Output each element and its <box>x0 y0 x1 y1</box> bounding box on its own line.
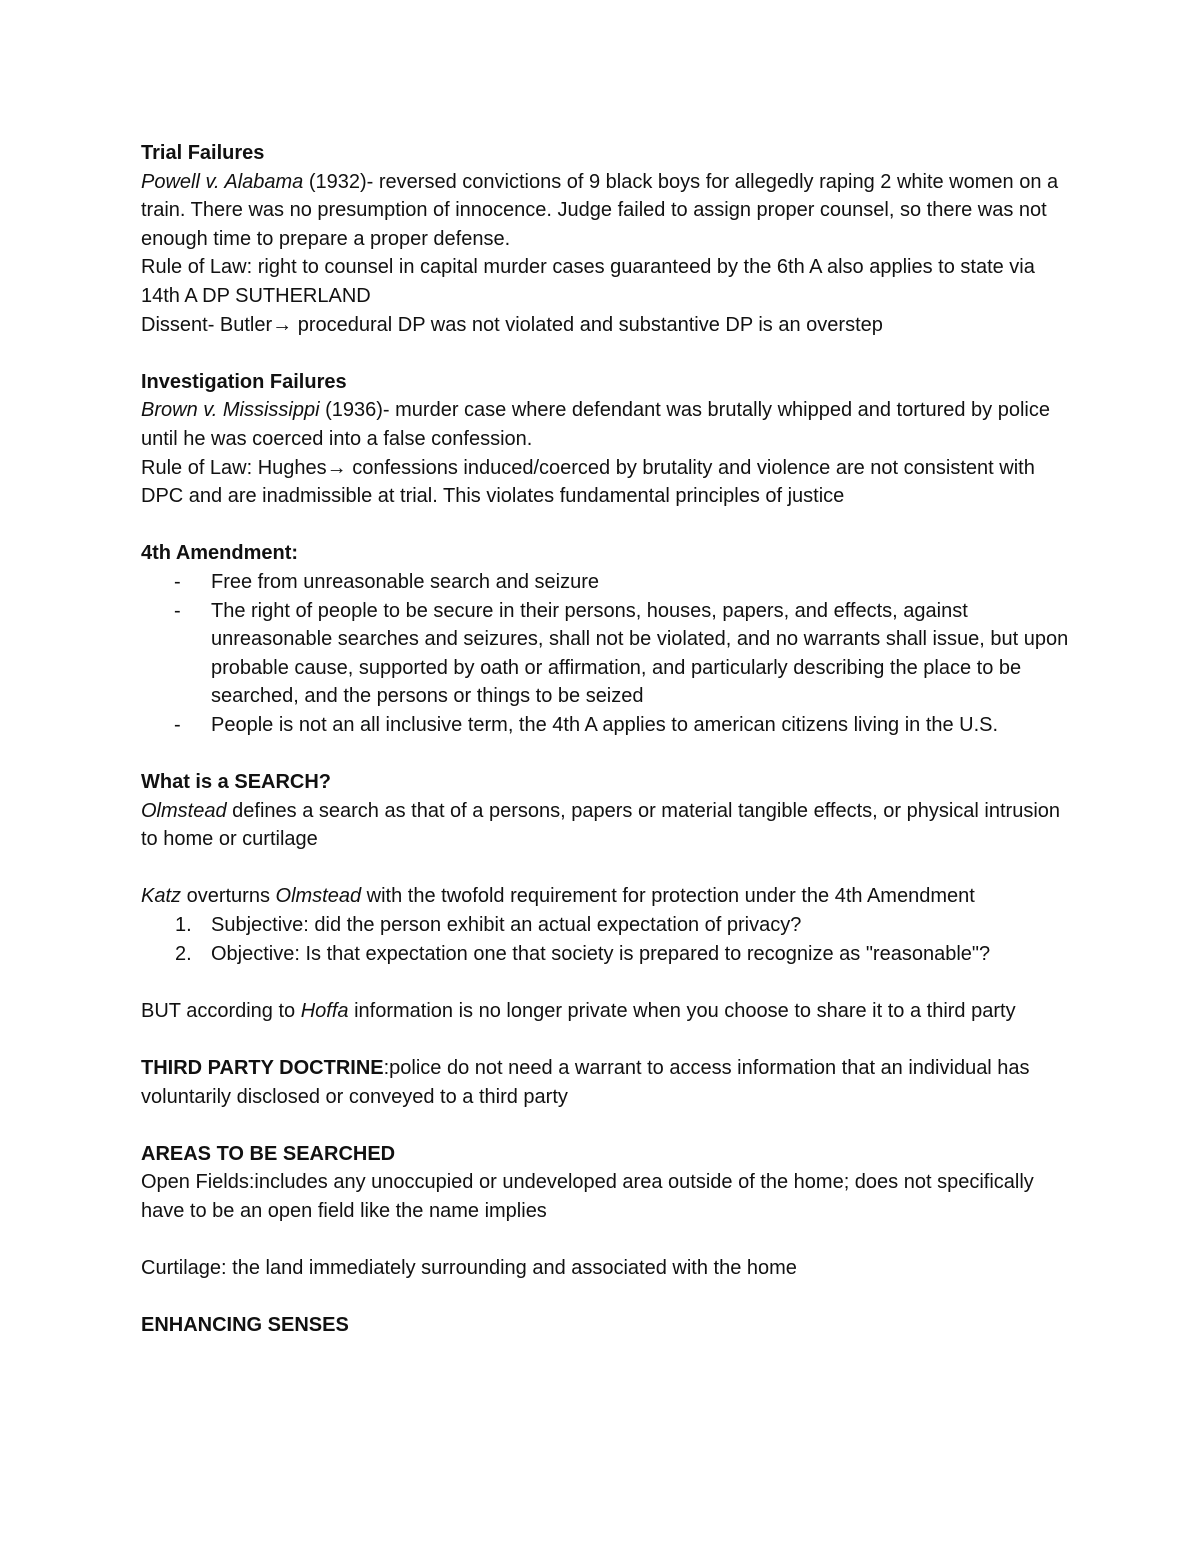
case-name-olmstead: Olmstead <box>275 885 362 908</box>
heading-what-is-a-search: What is a SEARCH? <box>141 771 332 794</box>
open-fields-paragraph: Open Fields:includes any unoccupied or undeveloped area outside of the home; does not specifically have to be an open field like the name implies <box>141 1171 1034 1222</box>
hoffa-paragraph: BUT according to Hoffa information is no longer private when you choose to share it to a third party <box>141 999 1016 1022</box>
list-item: - The right of people to be secure in their persons, houses, papers, and effects, against unreasonable searches and seizures, shall not be violated, and no warrants shall issue, but upon probable cause, supported by oath or affirmation, and particularly describing the place to be searched, and the persons or things to be seized <box>141 597 1076 711</box>
dash-bullet: - <box>174 570 181 593</box>
third-party-doctrine-term: THIRD PARTY DOCTRINE <box>141 1057 384 1079</box>
heading-4th-amendment: 4th Amendment: <box>141 542 299 565</box>
list-item: 1. Subjective: did the person exhibit an actual expectation of privacy? <box>141 911 1076 940</box>
list-item: - People is not an all inclusive term, the 4th A applies to american citizens living in the U.S. <box>141 711 1076 740</box>
dash-bullet: - <box>174 713 181 736</box>
case-name-olmstead: Olmstead <box>141 799 227 822</box>
list-item: - Free from unreasonable search and seizure <box>141 568 1076 597</box>
katz-paragraph: Katz overturns Olmstead with the twofold requirement for protection under the 4th Amendment <box>141 885 975 908</box>
powell-rule-of-law: Rule of Law: right to counsel in capital murder cases guaranteed by the 6th A also applies to state via 14th A DP SUTHERLAND <box>141 256 1035 307</box>
olmstead-paragraph: Olmstead defines a search as that of a persons, papers or material tangible effects, or physical intrusion to home or curtilage <box>141 799 1061 851</box>
brown-paragraph <box>141 396 1076 453</box>
dash-bullet: - <box>174 599 181 622</box>
heading-investigation-failures: Investigation Failures <box>141 370 347 393</box>
heading-trial-failures: Trial Failures <box>141 142 265 164</box>
heading-enhancing-senses: ENHANCING SENSES <box>141 1314 349 1337</box>
brown-rule-of-law: Rule of Law: Hughes→ confessions induced/coerced by brutality and violence are not consistent with DPC and are inadmissible at trial. This violates fundamental principles of justice <box>141 456 1035 508</box>
curtilage-paragraph: Curtilage: the land immediately surrounding and associated with the home <box>141 1257 797 1280</box>
case-name-powell: Powell v. Alabama <box>141 170 304 193</box>
powell-text: (1932)- reversed convictions of 9 black boys for allegedly raping 2 white women on a train. There was no presumption of innocence. Judge failed to assign proper counsel, so there was not enough time to prepare a proper defense. <box>141 170 1059 250</box>
case-name-brown: Brown v. Mississippi <box>141 399 320 422</box>
third-party-doctrine-paragraph: THIRD PARTY DOCTRINE:police do not need a warrant to access information that an individual has voluntarily disclosed or conveyed to a third party <box>141 1057 1030 1108</box>
case-name-katz: Katz <box>141 885 182 908</box>
list-number: 1. <box>175 914 192 937</box>
4th-amendment-list <box>141 568 1076 740</box>
heading-areas-to-be-searched: AREAS TO BE SEARCHED <box>141 1142 396 1165</box>
powell-paragraph <box>141 168 1076 254</box>
document-body <box>141 139 1076 1340</box>
katz-requirements-list <box>141 911 1076 968</box>
powell-dissent: Dissent- Butler→ procedural DP was not violated and substantive DP is an overstep <box>141 313 883 336</box>
case-name-hoffa: Hoffa <box>300 999 349 1022</box>
list-number: 2. <box>175 942 192 965</box>
list-item: 2. Objective: Is that expectation one that society is prepared to recognize as "reasonable"? <box>141 940 1076 969</box>
brown-text: (1936)- murder case where defendant was brutally whipped and tortured by police until he was coerced into a false confession. <box>141 399 1050 450</box>
